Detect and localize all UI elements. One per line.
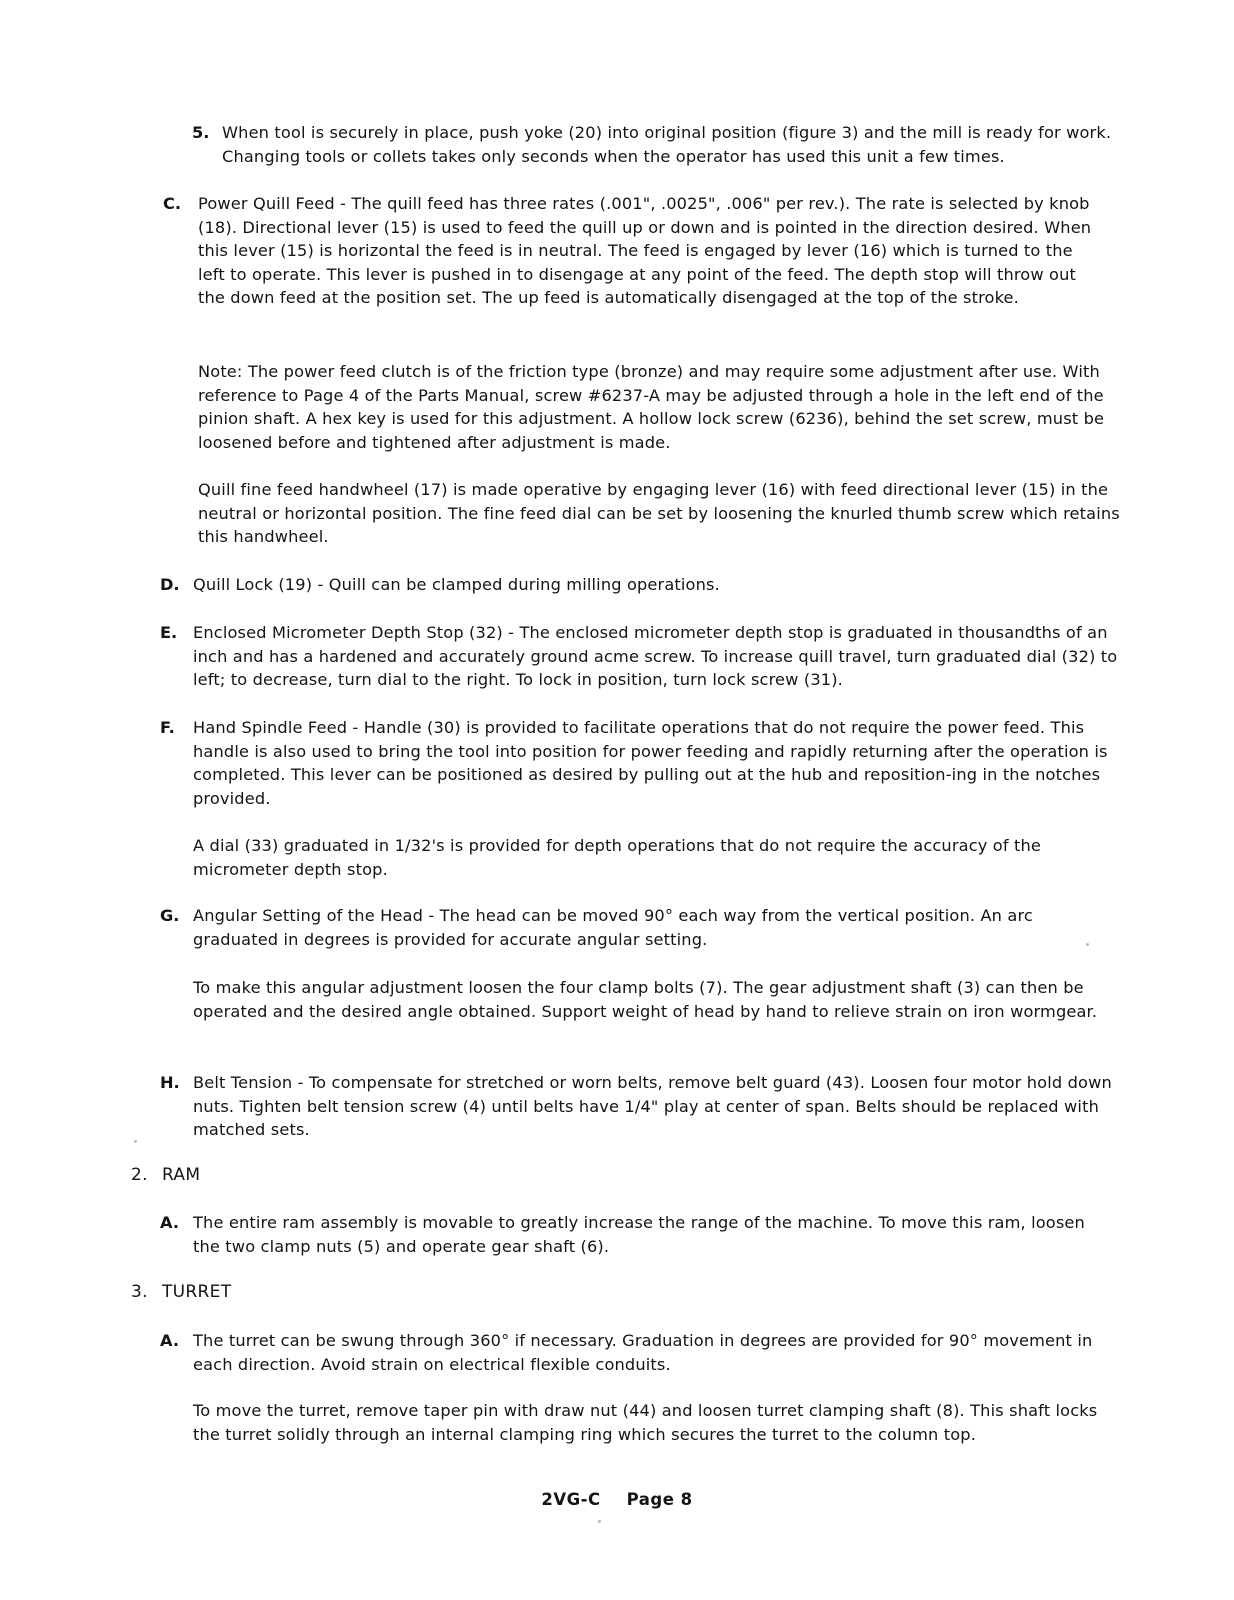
ram-heading: RAM	[162, 1165, 201, 1185]
section-c-marker: C.	[163, 194, 182, 213]
turret-a-marker: A.	[160, 1331, 179, 1350]
item-5-marker: 5.	[192, 123, 210, 142]
section-f-paragraph-2: A dial (33) graduated in 1/32's is provided for depth operations that do not require the accuracy of the micrometer depth stop.	[193, 836, 1041, 879]
section-g-paragraph-1: Angular Setting of the Head - The head can be moved 90° each way from the vertical position. An arc graduated in degrees is provided for accurate angular setting.	[193, 906, 1033, 949]
section-f-marker: F.	[160, 718, 175, 737]
turret-heading: TURRET	[162, 1282, 232, 1302]
footer-page-number: Page 8	[626, 1490, 693, 1509]
section-c-paragraph-3: Quill fine feed handwheel (17) is made operative by engaging lever (16) with feed directional lever (15) in the neutral or horizontal position. The fine feed dial can be set by loosening the knurled thumb screw which retains this handwheel.	[198, 480, 1120, 546]
section-g-marker: G.	[160, 906, 180, 925]
turret-a-paragraph-1: The turret can be swung through 360° if necessary. Graduation in degrees are provided for 90° movement in each direction. Avoid strain on electrical flexible conduits.	[193, 1331, 1093, 1374]
section-e-marker: E.	[160, 623, 178, 642]
turret-a-paragraph-2: To move the turret, remove taper pin with draw nut (44) and loosen turret clamping shaft (8). This shaft locks the turret solidly through an internal clamping ring which secures the turret to the column top.	[193, 1401, 1098, 1444]
turret-number: 3.	[131, 1282, 148, 1302]
section-f-paragraph-1: Hand Spindle Feed - Handle (30) is provided to facilitate operations that do not require the power feed. This handle is also used to bring the tool into position for power feeding and rapidly returning after the operation is completed. This lever can be positioned as desired by pulling out at the hub and reposition-ing in the notches provided.	[193, 718, 1108, 808]
ram-number: 2.	[131, 1165, 148, 1185]
ram-a-marker: A.	[160, 1213, 179, 1232]
section-h-marker: H.	[160, 1073, 180, 1092]
section-e-text: Enclosed Micrometer Depth Stop (32) - The enclosed micrometer depth stop is graduated in thousandths of an inch and has a hardened and accurately ground acme screw. To increase quill travel, turn graduated dial (32) to left; to decrease, turn dial to the right. To lock in position, turn lock screw (31).	[193, 623, 1118, 689]
ram-a-text: The entire ram assembly is movable to greatly increase the range of the machine. To move this ram, loosen the two clamp nuts (5) and operate gear shaft (6).	[193, 1213, 1085, 1256]
section-d-marker: D.	[160, 575, 180, 594]
scan-speck	[134, 1140, 137, 1143]
section-c-paragraph-2: Note: The power feed clutch is of the friction type (bronze) and may require some adjustment after use. With reference to Page 4 of the Parts Manual, screw #6237-A may be adjusted through a hole in the left end of the pinion shaft. A hex key is used for this adjustment. A hollow lock screw (6236), behind the set screw, must be loosened before and tightened after adjustment is made.	[198, 362, 1105, 452]
footer-model: 2VG-C	[541, 1490, 601, 1509]
page-footer	[0, 1490, 1234, 1509]
section-d-text: Quill Lock (19) - Quill can be clamped during milling operations.	[193, 575, 720, 594]
scan-speck	[598, 1520, 601, 1523]
scan-speck	[1086, 943, 1089, 946]
item-5-text: When tool is securely in place, push yoke (20) into original position (figure 3) and the mill is ready for work. Changing tools or collets takes only seconds when the operator has used this unit a few times.	[222, 123, 1112, 166]
section-c-paragraph-1: Power Quill Feed - The quill feed has three rates (.001", .0025", .006" per rev.). The rate is selected by knob (18). Directional lever (15) is used to feed the quill up or down and is pointed in the direction desired. When this lever (15) is horizontal the feed is in neutral. The feed is engaged by lever (16) which is turned to the left to operate. This lever is pushed in to disengage at any point of the feed. The depth stop will throw out the down feed at the position set. The up feed is automatically disengaged at the top of the stroke.	[198, 194, 1092, 307]
section-h-text: Belt Tension - To compensate for stretched or worn belts, remove belt guard (43). Loosen four motor hold down nuts. Tighten belt tension screw (4) until belts have 1/4" play at center of span. Belts should be replaced with matched sets.	[193, 1073, 1112, 1139]
section-g-paragraph-2: To make this angular adjustment loosen the four clamp bolts (7). The gear adjustment shaft (3) can then be operated and the desired angle obtained. Support weight of head by hand to relieve strain on iron wormgear.	[193, 978, 1098, 1021]
